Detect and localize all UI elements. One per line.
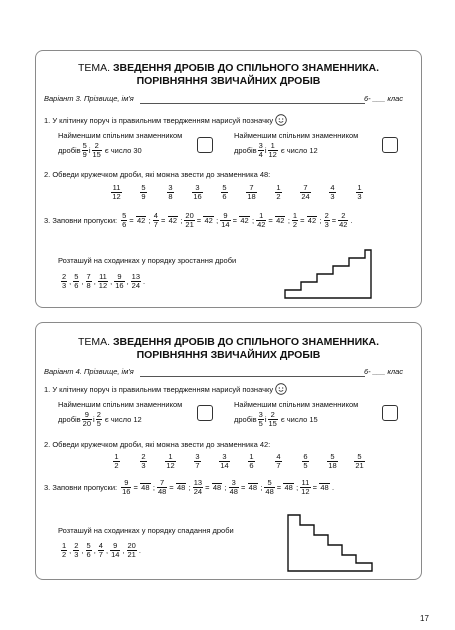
circle-fraction[interactable] xyxy=(219,453,229,470)
statement-a-line1: Найменшим спільним знаменником xyxy=(58,131,183,140)
title-line-2: ПОРІВНЯННЯ ЗВИЧАЙНИХ ДРОБІВ xyxy=(136,75,321,87)
statement-a xyxy=(58,142,142,159)
circle-fraction[interactable] xyxy=(140,184,146,201)
numerator: 5 xyxy=(330,452,335,461)
card-title xyxy=(36,336,421,348)
task-4-text: Розташуй на сходинках у порядку зростання дроби xyxy=(58,256,237,265)
blank-fraction[interactable] xyxy=(239,216,250,225)
task-1-label: 1. У клітинку поруч із правильним твердженням нарисуй позначку xyxy=(44,115,274,125)
denominator: 14 xyxy=(221,220,230,229)
blank-fraction[interactable] xyxy=(306,216,317,225)
circle-fraction[interactable] xyxy=(111,184,121,201)
fraction xyxy=(114,273,124,290)
answer-checkbox-a[interactable] xyxy=(197,405,213,421)
denominator: 24 xyxy=(301,192,310,201)
blank-fraction[interactable] xyxy=(136,216,147,225)
fraction xyxy=(157,479,167,496)
circle-fraction[interactable] xyxy=(192,184,202,201)
numerator: 9 xyxy=(223,211,228,220)
fraction xyxy=(127,542,137,559)
fraction xyxy=(73,273,79,290)
blank-fraction[interactable] xyxy=(212,483,223,492)
task-2-text: 2. Обведи кружечком дроби, які можна звести до знаменника 42: xyxy=(44,440,271,449)
circle-fraction[interactable] xyxy=(221,184,227,201)
class-label: 6- ___ клас xyxy=(364,94,404,103)
numerator: 2 xyxy=(270,410,275,419)
fraction xyxy=(82,142,88,159)
circle-fraction[interactable] xyxy=(140,453,146,470)
task-2-fractions xyxy=(103,453,373,470)
circle-fraction[interactable] xyxy=(300,184,310,201)
denominator: 48 xyxy=(157,487,167,496)
circle-fraction[interactable] xyxy=(194,453,200,470)
denominator: 2 xyxy=(114,461,119,470)
fraction xyxy=(193,479,203,496)
denominator: 24 xyxy=(131,281,141,290)
denominator: 12 xyxy=(112,192,121,201)
fraction xyxy=(96,411,102,428)
numerator: 1 xyxy=(357,183,362,192)
numerator: 1 xyxy=(292,211,298,220)
fraction xyxy=(86,273,92,290)
blank-fraction[interactable] xyxy=(167,216,178,225)
numerator: 9 xyxy=(84,410,89,419)
fraction xyxy=(98,542,104,559)
numerator: 7 xyxy=(249,183,254,192)
fraction xyxy=(73,542,79,559)
circle-fraction[interactable] xyxy=(327,453,337,470)
denominator: 48 xyxy=(265,487,274,496)
numerator: 6 xyxy=(303,452,308,461)
denominator: 16 xyxy=(115,281,124,290)
numerator: 11 xyxy=(301,478,310,487)
blank-fraction[interactable] xyxy=(140,483,151,492)
numerator: 9 xyxy=(113,541,118,550)
statement-b-line1: Найменшим спільним знаменником xyxy=(234,131,359,140)
circle-fraction[interactable] xyxy=(356,184,362,201)
circle-fraction[interactable] xyxy=(329,184,335,201)
numerator: 3 xyxy=(231,478,236,487)
denominator: 48 xyxy=(248,483,257,492)
blank-fraction[interactable] xyxy=(338,212,348,229)
denominator: 12 xyxy=(166,461,175,470)
and-word: і xyxy=(88,146,91,155)
and-word: і xyxy=(264,415,267,424)
numerator: 3 xyxy=(195,183,200,192)
fraction xyxy=(256,212,266,229)
denominator: 42 xyxy=(257,220,266,229)
denominator: 42 xyxy=(137,216,146,225)
fraction xyxy=(110,542,120,559)
name-line[interactable] xyxy=(140,376,365,377)
statement-suffix: є число 12 xyxy=(280,146,318,155)
blank-fraction[interactable] xyxy=(176,483,187,492)
denominator: 4 xyxy=(258,150,263,159)
denominator: 5 xyxy=(303,461,308,470)
denominator: 21 xyxy=(185,220,194,229)
denominator: 8 xyxy=(168,192,173,201)
numerator: 3 xyxy=(258,410,263,419)
task-4-fractions: $\frac{1}{2}$ , $\frac{2}{3}$ , $\frac{5}{6}$ , $\frac{4}{7}$ , $\frac{9}{14}$ , $\frac{20}{21}$ . xyxy=(62,541,141,559)
denominator: 18 xyxy=(247,192,256,201)
circle-fraction[interactable] xyxy=(275,453,281,470)
denominator: 9 xyxy=(141,192,146,201)
statement-suffix: є число 12 xyxy=(104,415,142,424)
denominator: 42 xyxy=(276,216,285,225)
answer-checkbox-b[interactable] xyxy=(382,137,398,153)
blank-fraction[interactable] xyxy=(275,216,286,225)
numerator: 1 xyxy=(168,452,173,461)
denominator: 21 xyxy=(127,550,136,559)
numerator: 20 xyxy=(127,541,136,550)
numerator: 2 xyxy=(141,452,146,461)
denominator: 14 xyxy=(111,550,120,559)
variant-label: Варіант 3. Прізвище, ім'я xyxy=(44,94,134,103)
numerator: 7 xyxy=(160,478,165,487)
fraction xyxy=(292,212,298,229)
fraction xyxy=(86,542,92,559)
numerator: 1 xyxy=(270,141,275,150)
blank-fraction[interactable] xyxy=(203,216,214,225)
denominator: 6 xyxy=(86,550,91,559)
numerator: 7 xyxy=(86,272,91,281)
blank-fraction[interactable] xyxy=(247,483,258,492)
circle-fraction[interactable] xyxy=(165,453,175,470)
statement-suffix: є число 30 xyxy=(104,146,142,155)
statement-prefix: дробів xyxy=(58,415,81,424)
denominator: 42 xyxy=(204,216,213,225)
circle-fraction[interactable] xyxy=(167,184,173,201)
fraction xyxy=(268,411,278,428)
denominator: 3 xyxy=(324,220,329,229)
blank-fraction[interactable] xyxy=(319,483,330,492)
denominator: 48 xyxy=(229,487,238,496)
denominator: 14 xyxy=(220,461,229,470)
denominator: 48 xyxy=(177,483,186,492)
denominator: 42 xyxy=(168,216,177,225)
fraction xyxy=(258,411,264,428)
task-3-label: 3. Заповни пропуски: xyxy=(44,216,118,225)
numerator: 13 xyxy=(131,272,141,281)
worksheet-variant-4 xyxy=(35,322,422,580)
numerator: 1 xyxy=(114,452,119,461)
denominator: 6 xyxy=(249,461,254,470)
denominator: 12 xyxy=(268,150,277,159)
numerator: 11 xyxy=(112,183,121,192)
fraction xyxy=(153,212,159,229)
ascending-stairs-diagram xyxy=(283,248,373,300)
task-4-fractions: $\frac{2}{3}$ , $\frac{5}{6}$ , $\frac{7}{8}$ , $\frac{11}{12}$ , $\frac{9}{16}$ , $\frac{13}{24}$ . xyxy=(62,272,146,290)
numerator: 5 xyxy=(82,141,87,150)
denominator: 3 xyxy=(74,550,79,559)
numerator: 1 xyxy=(259,211,264,220)
numerator: 5 xyxy=(122,211,127,220)
denominator: 3 xyxy=(357,192,362,201)
statement-prefix: дробів xyxy=(234,146,257,155)
blank-fraction[interactable] xyxy=(283,483,294,492)
descending-stairs-diagram xyxy=(286,513,376,573)
smile-icon xyxy=(275,114,287,128)
numerator: 9 xyxy=(117,272,122,281)
task-1-text xyxy=(44,383,287,397)
denominator: 24 xyxy=(193,487,203,496)
denominator: 7 xyxy=(195,461,200,470)
fraction xyxy=(220,212,230,229)
numerator: 13 xyxy=(193,478,203,487)
fraction xyxy=(92,142,102,159)
circle-fraction[interactable] xyxy=(248,453,254,470)
circle-fraction[interactable] xyxy=(275,184,281,201)
numerator: 2 xyxy=(96,410,101,419)
numerator: 2 xyxy=(94,141,99,150)
variant-label: Варіант 4. Прізвище, ім'я xyxy=(44,367,134,376)
numerator: 9 xyxy=(124,478,129,487)
denominator: 6 xyxy=(122,220,127,229)
numerator: 7 xyxy=(303,183,308,192)
denominator: 3 xyxy=(62,281,67,290)
numerator: 3 xyxy=(168,183,173,192)
numerator: 3 xyxy=(258,141,263,150)
denominator: 12 xyxy=(98,281,108,290)
fraction xyxy=(324,212,330,229)
denominator: 16 xyxy=(122,487,131,496)
numerator: 5 xyxy=(74,272,79,281)
fraction xyxy=(300,479,310,496)
numerator: 1 xyxy=(276,183,281,192)
card-title xyxy=(36,62,421,74)
statement-prefix: дробів xyxy=(234,415,257,424)
denominator: 5 xyxy=(258,419,263,428)
numerator: 20 xyxy=(185,211,194,220)
numerator: 11 xyxy=(99,272,107,281)
denominator: 7 xyxy=(98,550,103,559)
numerator: 5 xyxy=(86,541,91,550)
denominator: 48 xyxy=(141,483,150,492)
denominator: 12 xyxy=(301,487,310,496)
denominator: 2 xyxy=(276,192,281,201)
task-2-fractions xyxy=(103,184,373,201)
card-subtitle xyxy=(36,75,421,87)
denominator: 15 xyxy=(268,419,277,428)
numerator: 3 xyxy=(222,452,227,461)
task-1-label: 1. У клітинку поруч із правильним твердженням нарисуй позначку xyxy=(44,384,274,394)
denominator: 9 xyxy=(82,150,87,159)
numerator: 2 xyxy=(62,272,67,281)
denominator: 6 xyxy=(222,192,227,201)
name-line[interactable] xyxy=(140,103,365,104)
statement-prefix: дробів xyxy=(58,146,81,155)
page-number: 17 xyxy=(420,614,429,623)
task-3: 3. Заповни пропуски: $\frac{9}{16}$ = 48 ; $\frac{7}{48}$ = 48 ; $\frac{13}{24}$ = 48 ; $\frac{3}{48}$ = 48 ; $\frac{5}{48}$ = 48 ; $\frac{11}{12}$ = 48 . xyxy=(44,478,335,496)
smile-icon xyxy=(275,383,287,397)
fraction xyxy=(61,273,67,290)
denominator: 42 xyxy=(339,220,348,229)
denominator: 48 xyxy=(284,483,293,492)
denominator: 16 xyxy=(193,192,202,201)
numerator: 4 xyxy=(153,211,158,220)
and-word: і xyxy=(93,415,95,424)
card-subtitle xyxy=(36,349,421,361)
numerator: 5 xyxy=(267,478,272,487)
task-2-text: 2. Обведи кружечком дроби, які можна звести до знаменника 48: xyxy=(44,170,271,179)
numerator: 1 xyxy=(249,452,254,461)
denominator: 6 xyxy=(74,281,79,290)
fraction xyxy=(121,212,127,229)
title-line-2: ПОРІВНЯННЯ ЗВИЧАЙНИХ ДРОБІВ xyxy=(136,349,321,361)
fraction xyxy=(184,212,194,229)
statement-b-line1: Найменшим спільним знаменником xyxy=(234,400,359,409)
denominator: 3 xyxy=(330,192,335,201)
denominator: 8 xyxy=(86,281,91,290)
circle-fraction[interactable] xyxy=(302,453,308,470)
answer-checkbox-b[interactable] xyxy=(382,405,398,421)
fraction xyxy=(258,142,264,159)
statement-suffix: є число 15 xyxy=(280,415,318,424)
class-label: 6- ___ клас xyxy=(364,367,404,376)
denominator: 5 xyxy=(96,419,101,428)
statement-a-line1: Найменшим спільним знаменником xyxy=(58,400,183,409)
numerator: 5 xyxy=(222,183,227,192)
fraction xyxy=(131,273,141,290)
worksheet-variant-3 xyxy=(35,50,422,308)
title-line-1: ЗВЕДЕННЯ ДРОБІВ ДО СПІЛЬНОГО ЗНАМЕННИКА. xyxy=(112,336,380,348)
fraction xyxy=(82,411,92,428)
numerator-blank[interactable]: 2 xyxy=(341,211,346,220)
statement-a xyxy=(58,411,142,428)
circle-fraction[interactable] xyxy=(246,184,256,201)
numerator: 4 xyxy=(98,541,103,550)
denominator: 15 xyxy=(92,150,101,159)
denominator: 2 xyxy=(292,220,298,229)
numerator: 2 xyxy=(324,211,329,220)
denominator: 2 xyxy=(62,550,67,559)
denominator: 48 xyxy=(212,483,222,492)
statement-b xyxy=(234,142,318,159)
denominator: 3 xyxy=(141,461,146,470)
denominator: 42 xyxy=(240,216,249,225)
numerator: 2 xyxy=(74,541,79,550)
numerator: 4 xyxy=(276,452,281,461)
numerator: 4 xyxy=(330,183,335,192)
denominator: 18 xyxy=(328,461,337,470)
task-3-label: 3. Заповни пропуски: xyxy=(44,483,118,492)
denominator: 7 xyxy=(276,461,281,470)
fraction xyxy=(229,479,239,496)
denominator: 21 xyxy=(355,461,364,470)
denominator: 7 xyxy=(153,220,158,229)
task-3: 3. Заповни пропуски: $\frac{5}{6}$ = 42 ; $\frac{4}{7}$ = 42 ; $\frac{20}{21}$ = 42 ; $\frac{9}{14}$ = 42 ; $\frac{1}{42}$ = 42 ; $\frac{1}{2}$ = 42 ; $\frac{2}{3}$ = $\frac{2}{42}$ . xyxy=(44,211,353,229)
denominator: 42 xyxy=(307,216,317,225)
title-prefix: ТЕМА. xyxy=(77,336,111,348)
fraction xyxy=(61,542,67,559)
numerator: 5 xyxy=(141,183,146,192)
denominator: 20 xyxy=(82,419,92,428)
task-1-text xyxy=(44,114,287,128)
numerator: 3 xyxy=(195,452,200,461)
circle-fraction[interactable] xyxy=(354,453,364,470)
fraction xyxy=(264,479,274,496)
denominator: 48 xyxy=(320,483,329,492)
statement-b xyxy=(234,411,318,428)
fraction xyxy=(268,142,278,159)
title-line-1: ЗВЕДЕННЯ ДРОБІВ ДО СПІЛЬНОГО ЗНАМЕННИКА. xyxy=(112,62,380,74)
numerator: 1 xyxy=(62,541,67,550)
title-prefix: ТЕМА. xyxy=(77,62,111,74)
answer-checkbox-a[interactable] xyxy=(197,137,213,153)
circle-fraction[interactable] xyxy=(113,453,119,470)
task-4-text: Розташуй на сходинках у порядку спадання дроби xyxy=(58,526,234,535)
fraction xyxy=(121,479,131,496)
and-word: і xyxy=(264,146,267,155)
numerator: 5 xyxy=(357,452,362,461)
fraction xyxy=(98,273,108,290)
